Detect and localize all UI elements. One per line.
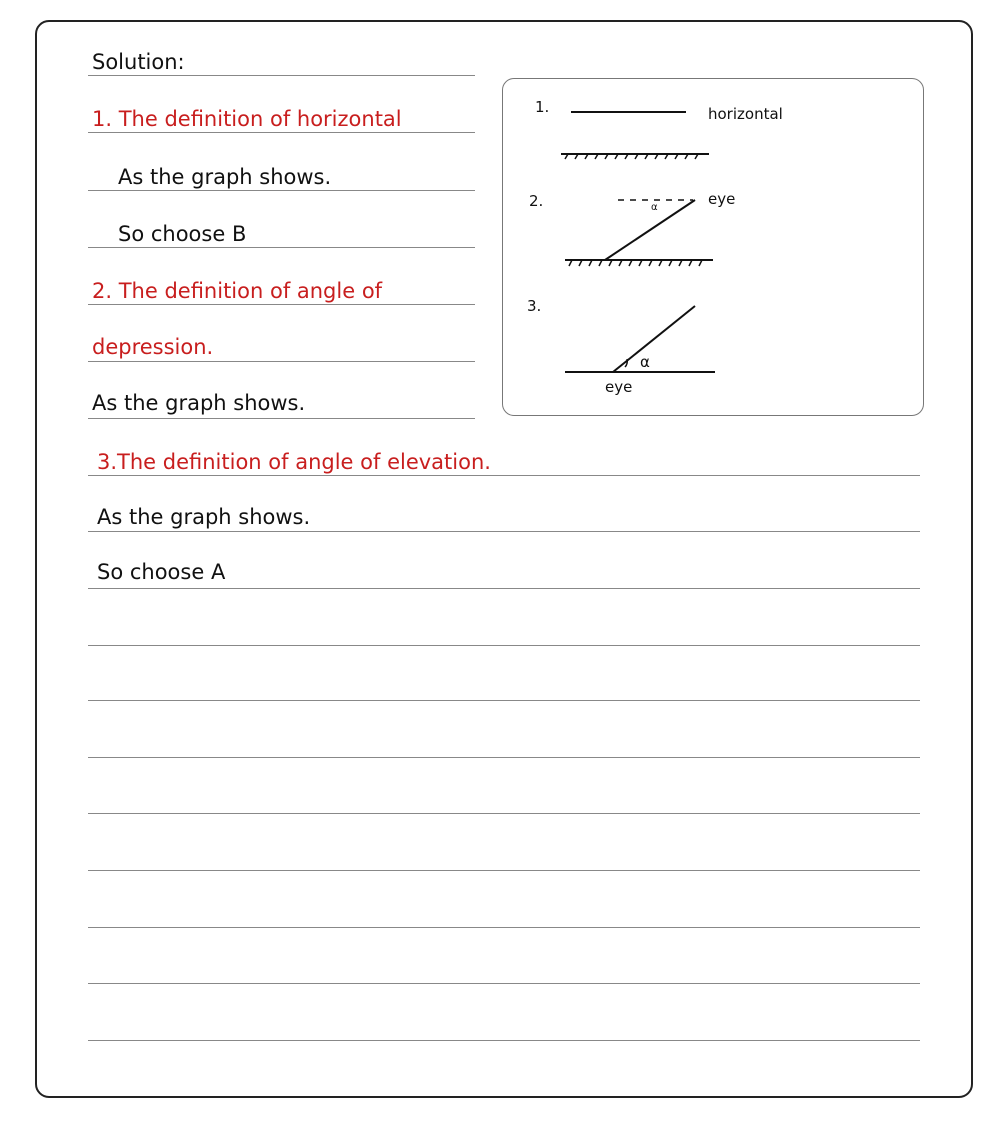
sight-line-3 bbox=[613, 306, 695, 372]
figure-number-3: 3. bbox=[527, 297, 542, 315]
line-9: So choose A bbox=[97, 560, 226, 584]
eye-label-3: eye bbox=[605, 378, 633, 396]
ruled-line bbox=[88, 870, 920, 871]
figure-box bbox=[502, 78, 924, 416]
line-7: 3.The definition of angle of elevation. bbox=[97, 450, 491, 474]
ruled-line bbox=[88, 418, 475, 419]
ground-line-2 bbox=[565, 260, 713, 266]
ruled-line bbox=[88, 813, 920, 814]
solution-heading: Solution: bbox=[92, 50, 185, 74]
alpha-label-2: α bbox=[651, 202, 658, 213]
figure-diagrams bbox=[503, 79, 923, 415]
line-5: depression. bbox=[92, 335, 214, 359]
ruled-line bbox=[88, 645, 920, 646]
eye-label-2: eye bbox=[708, 190, 736, 208]
line-3: So choose B bbox=[118, 222, 247, 246]
ruled-line bbox=[88, 247, 475, 248]
ruled-line bbox=[88, 927, 920, 928]
ruled-line bbox=[88, 190, 475, 191]
ruled-line bbox=[88, 983, 920, 984]
ruled-line bbox=[88, 475, 920, 476]
line-1: 1. The definition of horizontal bbox=[92, 107, 402, 131]
figure-number-1: 1. bbox=[535, 98, 550, 116]
line-8: As the graph shows. bbox=[97, 505, 311, 529]
ruled-line bbox=[88, 304, 475, 305]
ruled-line bbox=[88, 700, 920, 701]
ruled-line bbox=[88, 588, 920, 589]
line-4: 2. The definition of angle of bbox=[92, 279, 383, 303]
line-2: As the graph shows. bbox=[118, 165, 332, 189]
ground-line-1 bbox=[561, 154, 709, 159]
ruled-line bbox=[88, 531, 920, 532]
ruled-line bbox=[88, 757, 920, 758]
sight-line-2 bbox=[605, 200, 695, 260]
figure-number-2: 2. bbox=[529, 192, 544, 210]
horizontal-label: horizontal bbox=[708, 105, 783, 123]
ruled-line bbox=[88, 75, 475, 76]
ruled-line bbox=[88, 361, 475, 362]
ruled-line bbox=[88, 1040, 920, 1041]
line-6: As the graph shows. bbox=[92, 391, 306, 415]
alpha-label-3: α bbox=[640, 353, 650, 371]
ruled-line bbox=[88, 132, 475, 133]
